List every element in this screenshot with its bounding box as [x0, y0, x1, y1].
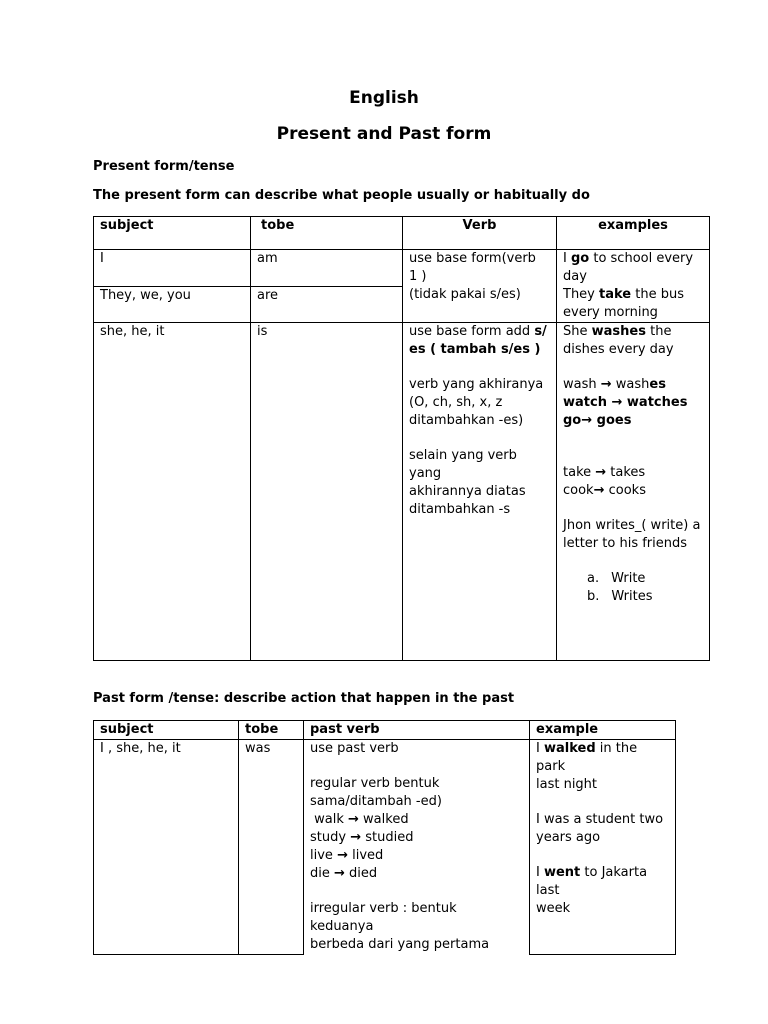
present-header-row [94, 217, 710, 250]
arrow-right-icon: → [348, 812, 359, 827]
example-line: wash → washes [563, 377, 666, 392]
verb-cell [304, 740, 530, 955]
example-cell [557, 250, 710, 323]
arrow-right-icon: → [593, 483, 605, 498]
doc-title: English [349, 88, 419, 108]
header-subject: subject [94, 217, 251, 250]
verb-line: verb yang akhiranya [409, 377, 544, 392]
verb-cell [403, 250, 557, 323]
header-example: example [530, 721, 676, 740]
verb-line: berbeda dari yang pertama [310, 937, 490, 952]
table-row [94, 323, 710, 661]
verb-line: live → lived [310, 848, 384, 863]
example-cell [530, 740, 676, 955]
example-line: week [536, 901, 571, 916]
example-line: dishes every day [563, 342, 674, 357]
header-tobe: tobe [251, 217, 403, 250]
arrow-right-icon: → [611, 395, 623, 410]
example-line: last night [536, 777, 598, 792]
subject-cell: I [94, 250, 251, 287]
example-line: letter to his friends [563, 536, 688, 551]
header-examples: examples [557, 217, 710, 250]
verb-line: use base form(verb [409, 251, 536, 266]
header-tobe: tobe [239, 721, 304, 740]
example-line: every morning [563, 305, 658, 320]
tobe-cell: was [239, 740, 304, 955]
arrow-right-icon: → [581, 413, 593, 428]
verb-line: (tidak pakai s/es) [409, 287, 521, 302]
verb-line: use past verb [310, 741, 399, 756]
verb-cell [403, 323, 557, 661]
verb-line: irregular verb : bentuk keduanya [310, 901, 457, 934]
header-subject: subject [94, 721, 239, 740]
arrow-right-icon: → [595, 465, 607, 480]
example-line: go→ goes [563, 413, 632, 428]
header-verb: Verb [403, 217, 557, 250]
example-line: They take the bus [563, 287, 684, 302]
past-table [93, 720, 676, 955]
verb-line: die → died [310, 866, 378, 881]
example-cell [557, 323, 710, 661]
example-line: watch → watches [563, 395, 688, 410]
arrow-right-icon: → [337, 848, 348, 863]
subject-cell: she, he, it [94, 323, 251, 661]
present-heading: Present form/tense [93, 159, 235, 174]
verb-line: akhirannya diatas [409, 484, 526, 499]
arrow-right-icon: → [350, 830, 362, 845]
verb-line: study → studied [310, 830, 414, 845]
arrow-right-icon: → [334, 866, 345, 881]
verb-line: selain yang verb yang [409, 448, 517, 481]
tobe-cell: am [251, 250, 403, 287]
table-row [94, 740, 676, 955]
doc-subtitle: Present and Past form [276, 124, 492, 144]
arrow-right-icon: → [600, 377, 612, 392]
example-line: I walked in the park [536, 741, 638, 774]
example-line: I go to school every [563, 251, 694, 266]
example-line: take → takes [563, 465, 646, 480]
example-line: She washes the [563, 324, 672, 339]
verb-line: use base form add s/ [409, 324, 547, 339]
verb-line: ditambahkan -s [409, 502, 511, 517]
present-description: The present form can describe what people usually or habitually do [93, 188, 590, 203]
past-heading: Past form /tense: describe action that happen in the past [93, 691, 515, 706]
verb-line: walk → walked [310, 812, 409, 827]
verb-line: 1 ) [409, 269, 427, 284]
past-header-row [94, 721, 676, 740]
table-row [94, 250, 710, 287]
subject-cell: They, we, you [94, 286, 251, 323]
tobe-cell: is [251, 323, 403, 661]
example-line: I was a student two [536, 812, 664, 827]
subject-cell: I , she, he, it [94, 740, 239, 955]
example-line: years ago [536, 830, 601, 845]
header-past-verb: past verb [304, 721, 530, 740]
example-line: cook→ cooks [563, 483, 646, 498]
verb-line: (O, ch, sh, x, z [409, 395, 503, 410]
option-b: b. Writes [587, 589, 653, 604]
example-line: I went to Jakarta last [536, 865, 648, 898]
example-line: day [563, 269, 587, 284]
verb-line: es ( tambah s/es ) [409, 342, 541, 357]
verb-line: regular verb bentuk [310, 776, 440, 791]
example-line: Jhon writes_( write) a [563, 518, 701, 533]
verb-line: sama/ditambah -ed) [310, 794, 442, 809]
present-table [93, 216, 710, 661]
tobe-cell: are [251, 286, 403, 323]
option-a: a. Write [587, 571, 646, 586]
verb-line: ditambahkan -es) [409, 413, 524, 428]
